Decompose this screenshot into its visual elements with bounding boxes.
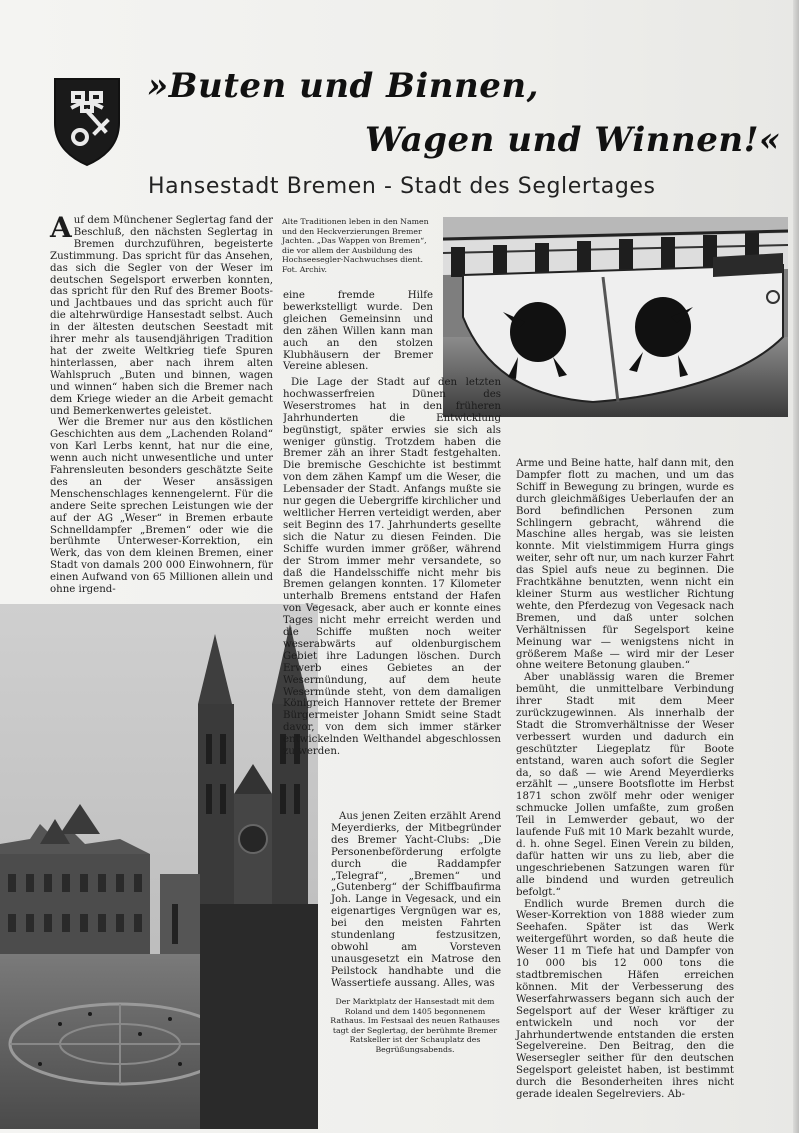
article-column-3	[516, 458, 734, 1101]
market-square-photo	[0, 604, 318, 1129]
column-2-paragraph-3: Aus jenen Zeiten erzählt Arend Meyerdierks, der Mitbegründer des Bremer Yacht-Clubs: „Die Personenbeförderung erfolgte durch die Raddampfer „Telegraf“, „Bremen“ und „Gutenberg“ der Schiffbaufirma Joh. Lange in Vegesack, und ein eigenartiges Vergnügen war es, bei den meisten Fahrten stundenlang festzusitzen, obwohl am Vorsteven unausgesetzt ein Matrose den Peilstock handhabte und die Wassertiefe aussang. Alles, was	[331, 811, 501, 989]
column-3-paragraph-1: Arme und Beine hatte, half dann mit, den Dampfer flott zu machen, und um das Schiff in Bewegung zu bringen, wurde es durch gleichmäßiges Ueberlaufen der an Bord befindlichen Personen zum Schlingern gebracht, während die Maschine alles hergab, was sie leisten konnte. Mit vielstimmigem Hurra gings weiter, sehr oft nur, um nach kurzer Fahrt das Spiel aufs neue zu beginnen. Die Frachtkähne benutzten, wenn nicht ein kleiner Sturm aus westlicher Richtung wehte, den Pferdezug von Vegesack nach Bremen, und daß unter solchen Verhältnissen für Segelsport keine Meinung war — wenigstens nicht in größerem Maße — wird mir der Leser ohne weitere Betonung glauben.“	[516, 458, 734, 672]
column-1-paragraph-2: Wer die Bremer nur aus den köstlichen Geschichten aus dem „Lachenden Roland“ von Karl Lerbs kennt, hat nur die eine, wenn auch nicht unwesentliche und unter Fahrensleuten besonders geschätzte Seite des an der Weser ansässigen Menschenschlages kennengelernt. Für die andere Seite sprechen Leistungen wie der auf der AG „Weser“ in Bremen erbaute Schnelldampfer „Bremen“ oder wie die berühmte Unterweser-Korrektion, ein Werk, das von dem kleinen Bremen, einer Stadt von damals 200 000 Einwohnern, für einen Aufwand von 65 Millionen allein und ohne irgend-	[50, 417, 273, 596]
column-2-paragraph-1: eine fremde Hilfe bewerkstelligt wurde. Den gleichen Gemeinsinn und den zähen Willen kann man auch an den stolzen Klubhäusern der Bremer Vereine ablesen.	[283, 290, 433, 373]
article-column-2-upper	[283, 290, 433, 373]
title-line-1: »Buten und Binnen,	[147, 66, 539, 106]
bremen-key-crest-icon	[51, 75, 123, 167]
ship-photo-caption: Alte Traditionen leben in den Namen und den Heckverzierungen Bremer Jachten. „Das Wappen von Bremen“, die vor allem der Ausbildung des Hochseesegler-Nachwuchses dient. Fot. Archiv.	[282, 217, 429, 274]
column-2-paragraph-2: Die Lage der Stadt auf den letzten hochwasserfreien Dünen des Weserstromes hat in den früheren Jahrhunderten die Entwicklung begünstigt, später erwies sie sich als weniger günstig. Trotzdem haben die Bremer zäh an ihrer Stadt festgehalten. Die bremische Geschichte ist bestimmt von dem zähen Kampf um die Weser, die Lebensader der Stadt. Anfangs mußte sie nur gegen die Uebergriffe kirchlicher und weltlicher Herren verteidigt werden, aber seit Beginn des 17. Jahrhunderts gesellte sich die Natur zu diesen Feinden. Die Schiffe wurden immer größer, während der Strom immer mehr versandete, so daß die Handelsschiffe nicht mehr bis Bremen gelangen konnten. 17 Kilometer unterhalb Bremens entstand der Hafen von Vegesack, aber auch er konnte eines Tages nicht mehr erreicht werden und die Schiffe mußten noch weiter weserabwärts auf oldenburgischem Gebiet ihre Ladungen löschen. Durch Erwerb eines Gebietes an der Wesermündung, auf dem heute Wesermünde steht, von dem damaligen Königreich Hannover rettete der Bremer Bürgermeister Johann Smidt seine Stadt davor, von dem sich immer stärker entwickelnden Welthandel abgeschlossen zu werden.	[283, 377, 501, 758]
column-1-paragraph-1: uf dem Münchener Seglertag fand der Beschluß, den nächsten Seglertag in Bremen durchzuführen, begeisterte Zustimmung. Das spricht für das Ansehen, das sich die Segler von der Weser im deutschen Segelsport erwerben konnten, das spricht für den Ruf des Bremer Boots- und Jachtbaues und das spricht auch für die altehrwürdige Hansestadt selbst. Auch in der ältesten deutschen Seestadt mit ihrer mehr als tausendjährigen Tradition hat der zweite Weltkrieg tiefe Spuren hinterlassen, aber nach ihrem alten Wahlspruch „Buten und binnen, wagen und winnen“ haben sich die Bremer nach dem Kriege wieder an die Arbeit gemacht und Bemerkenwertes geleistet.	[50, 215, 273, 417]
column-3-paragraph-3: Endlich wurde Bremen durch die Weser-Korrektion von 1888 wieder zum Seehafen. Später ist das Werk weitergeführt worden, so daß heute die Weser 11 m Tiefe hat und Dampfer von 10 000 bis 12 000 tons die stadtbremischen Häfen erreichen können. Mit der Verbesserung des Weserfahrwassers begann sich auch der Segelsport auf der Weser kräftiger zu entwickeln und noch vor der Jahrhundertwende entstanden die ersten Segelvereine. Den Beitrag, den die Wesersegler seither für den deutschen Segelsport geleistet haben, ist bestimmt durch die Besonderheiten ihres nicht gerade idealen Segelreviers. Ab-	[516, 898, 734, 1101]
drop-cap: A	[50, 211, 72, 244]
article-column-1	[50, 211, 273, 596]
column-3-paragraph-2: Aber unablässig waren die Bremer bemüht, die unmittelbare Verbindung ihrer Stadt mit dem Meer zurückzugewinnen. Als innerhalb der Stadt die Stromverhältnisse der Weser verbessert wurden und dadurch ein geschützter Liegeplatz für Boote entstand, waren auch sofort die Segler da, so daß — wie Arend Meyerdierks erzählt — „unsere Bootsflotte im Herbst 1871 schon zwölf mehr oder weniger schmucke Jollen umfaßte, zum großen Teil in Lemwerder gebaut, wo der laufende Fuß mit 10 Mark bezahlt wurde, d. h. ohne Segel. Einen Verein zu bilden, dafür hatten wir uns zu lieb, aber die ungeschriebenen Satzungen waren für alle bindend und wurden getreulich befolgt.“	[516, 672, 734, 898]
page-subtitle: Hansestadt Bremen - Stadt des Seglertages	[148, 174, 656, 199]
market-photo-caption: Der Marktplatz der Hansestadt mit dem Roland und dem 1405 begonnenem Rathaus. Im Festsaal des neuen Rathauses tagt der Seglertag, der berühmte Bremer Ratskeller ist der Schauplatz des Begrüßungsabends.	[330, 997, 500, 1054]
article-column-2	[283, 377, 501, 990]
title-line-2: Wagen und Winnen!«	[365, 120, 781, 160]
